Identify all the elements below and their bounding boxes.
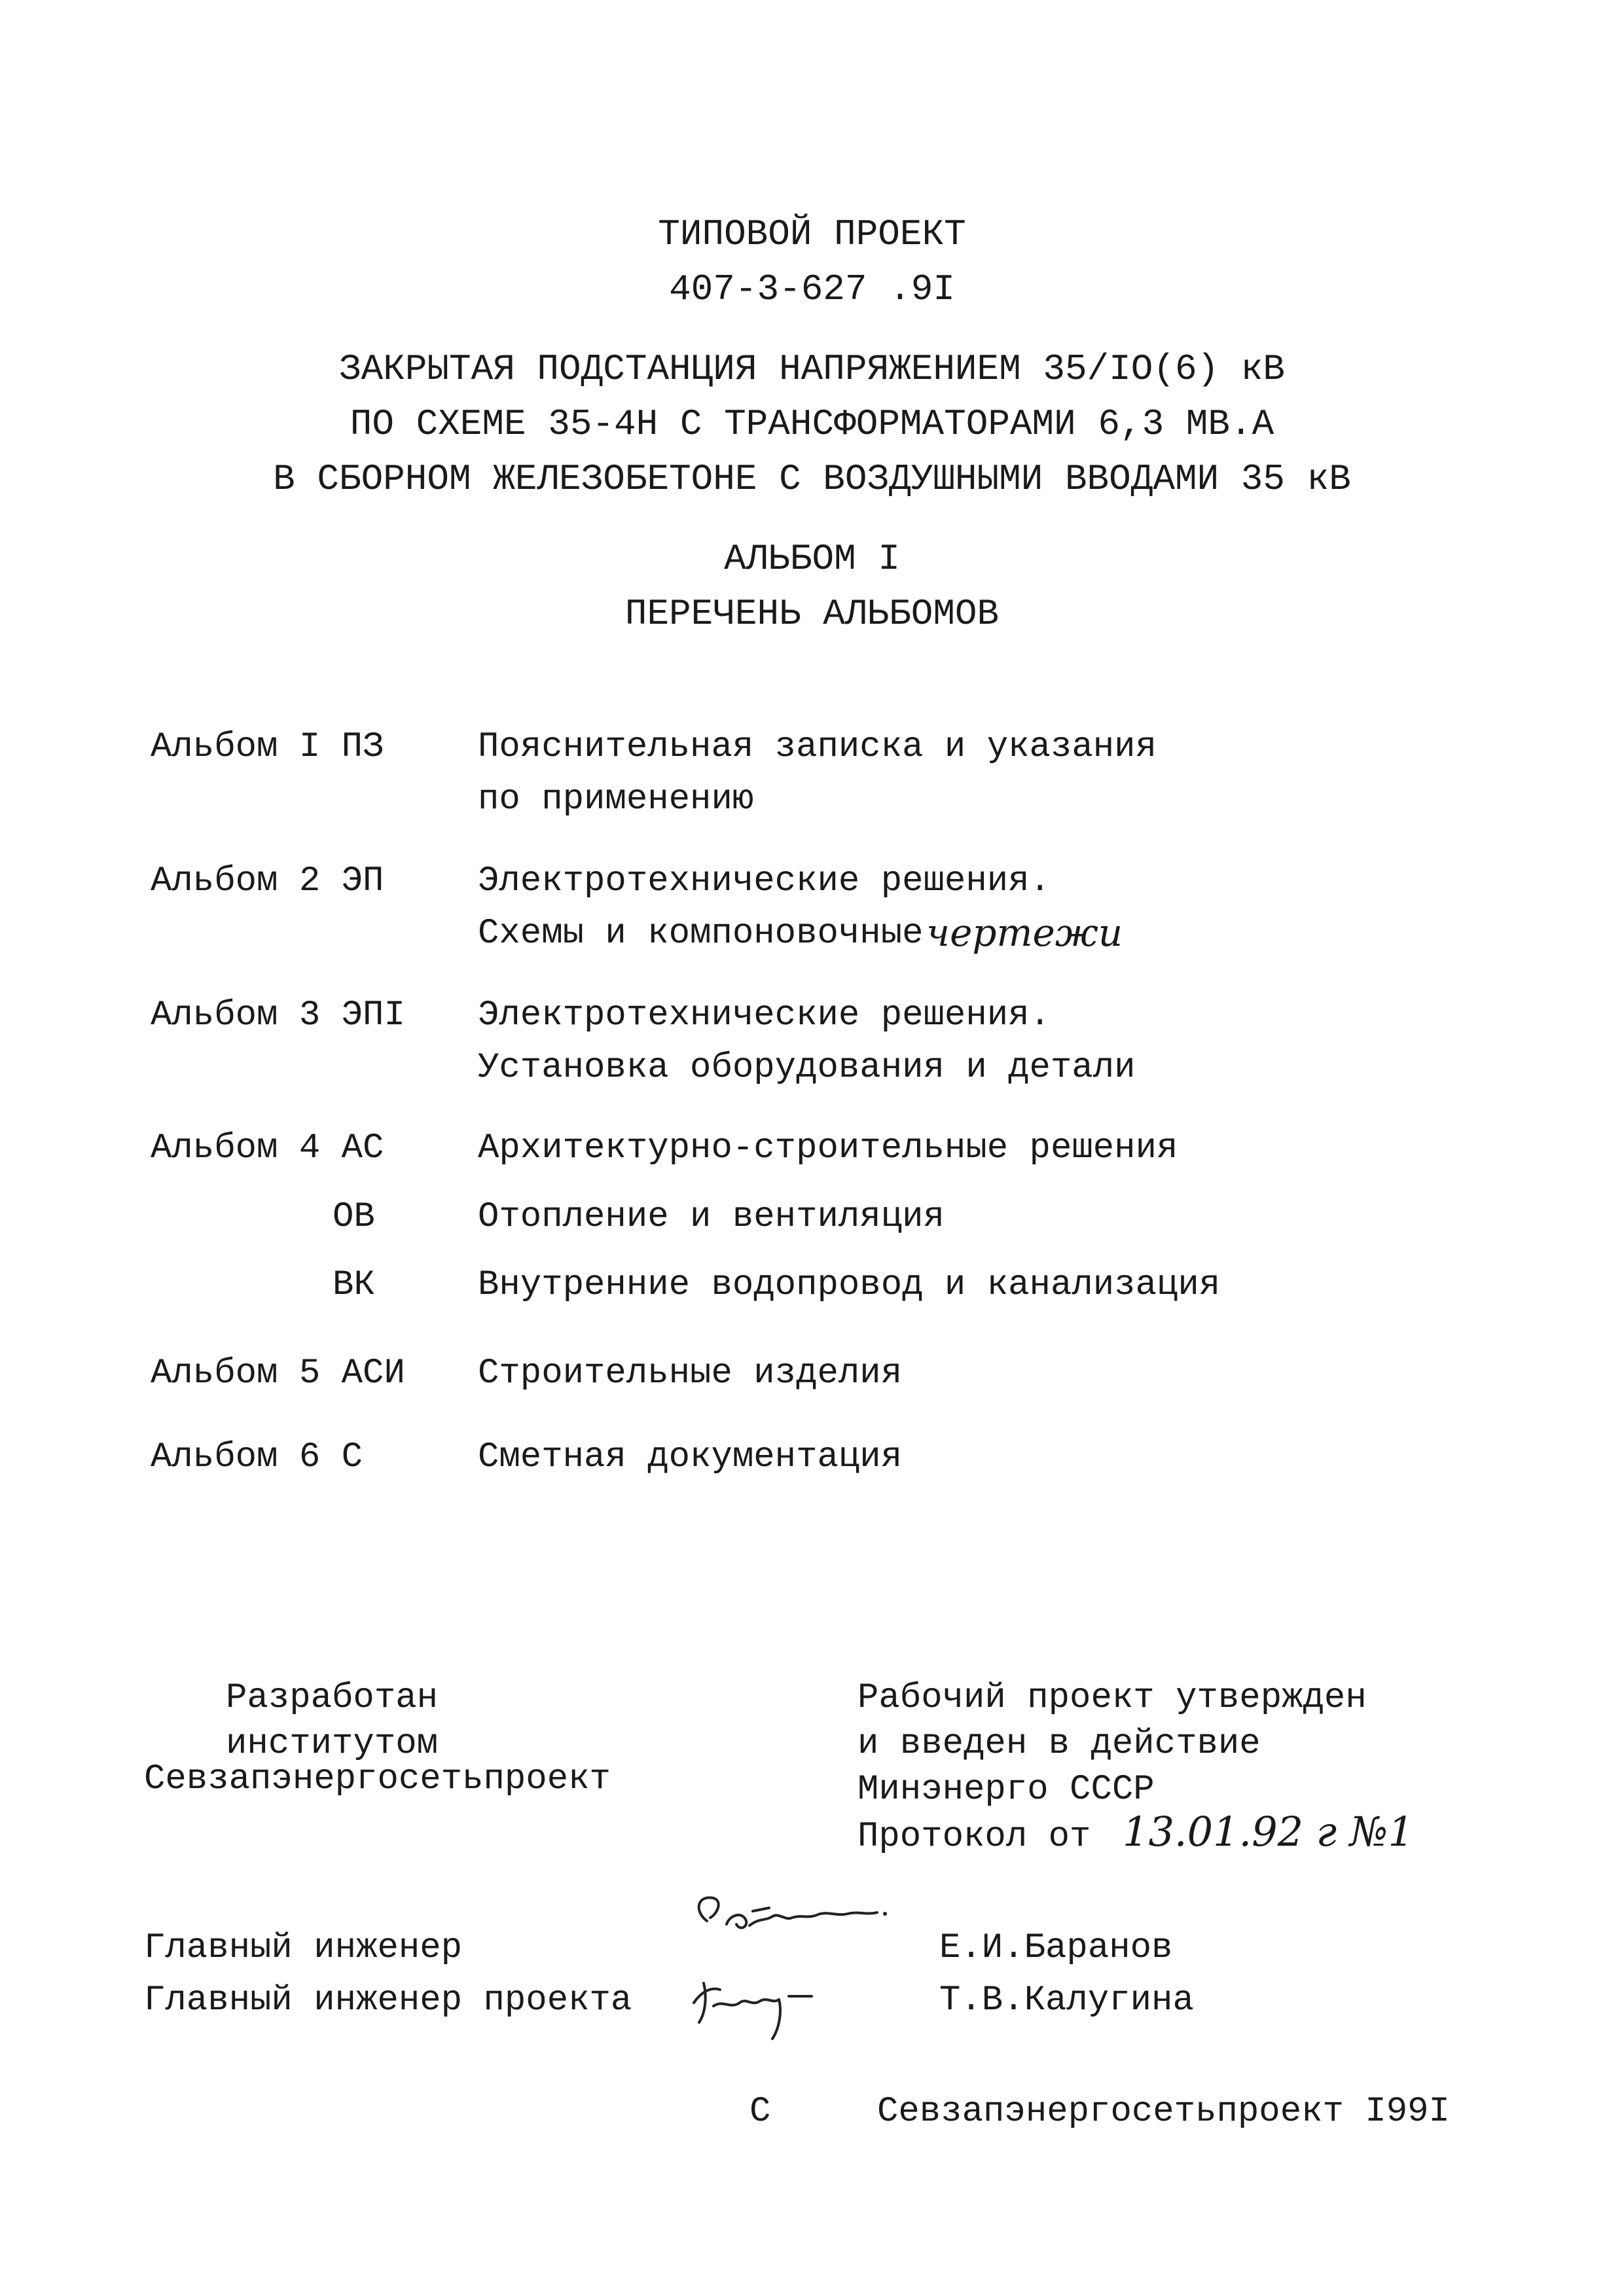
album-number: АЛЬБОМ I [724,538,900,580]
chief-engineer-role: Главный инженер [144,1928,463,1968]
album-code: Альбом 4 АС [151,1128,384,1168]
album-title-cont: по применению [478,780,754,819]
album-title: Строительные изделия [478,1354,903,1393]
protocol-date-handwritten: 13.01.92 г №1 [1123,1808,1414,1856]
handwritten-word: чертежи [926,910,1123,955]
developed-label: Разработан [226,1678,439,1718]
album-title: Пояснительная записка и указания [478,727,1157,767]
album-title: Электротехнические решения. [478,861,1051,901]
album-code: ВК [333,1265,375,1305]
album-code: Альбом 2 ЭП [151,861,384,901]
signature-baranov [681,1885,916,1957]
subject-line-3: В СБОРНОМ ЖЕЛЕЗОБЕТОНЕ С ВОЗДУШНЫМИ ВВОДАМИ 35 кВ [273,458,1351,500]
album-title: Отопление и вентиляция [478,1197,945,1237]
album-title-cont: Схемы и компоновочные [478,914,924,954]
album-title: Сметная документация [478,1437,903,1477]
subject-line-2: ПО СХЕМЕ 35-4Н С ТРАНСФОРМАТОРАМИ 6,3 МВ.А [350,403,1274,445]
subject-line-1: ЗАКРЫТАЯ ПОДСТАНЦИЯ НАПРЯЖЕНИЕМ 35/IO(6) кВ [338,348,1286,390]
approval-line-2: и введен в действие [857,1724,1261,1764]
album-code: Альбом 3 ЭПI [151,996,405,1035]
project-number: 407-3-627 .9I [669,268,955,310]
album-code: ОВ [333,1197,375,1237]
approval-line-1: Рабочий проект утвержден [857,1678,1367,1718]
album-code: Альбом 5 АСИ [151,1354,405,1393]
section-title: ПЕРЕЧЕНЬ АЛЬБОМОВ [624,593,1000,635]
protocol-label: Протокол от [857,1817,1091,1857]
album-title-cont: Установка оборудования и детали [478,1048,1136,1088]
signature-kalugina [681,1957,877,2049]
chief-project-engineer-role: Главный инженер проекта [144,1981,632,2020]
album-code: Альбом I ПЗ [151,727,384,767]
project-title: ТИПОВОЙ ПРОЕКТ [658,213,966,255]
album-title: Внутренние водопровод и канализация [478,1265,1221,1305]
copyright-text: Севзапэнергосетьпроект I99I [877,2092,1450,2132]
album-title: Архитектурно-строительные решения [478,1128,1178,1168]
album-code: Альбом 6 С [151,1437,363,1477]
developed-by: институтом [226,1724,439,1764]
approval-line-3: Минэнерго СССР [857,1770,1155,1810]
institute-name: Севзапэнергосетьпроект [144,1759,611,1799]
album-title: Электротехнические решения. [478,996,1051,1035]
copyright-mark: С [749,2092,771,2132]
chief-project-engineer-name: Т.В.Калугина [939,1981,1194,2020]
chief-engineer-name: Е.И.Баранов [939,1928,1173,1968]
